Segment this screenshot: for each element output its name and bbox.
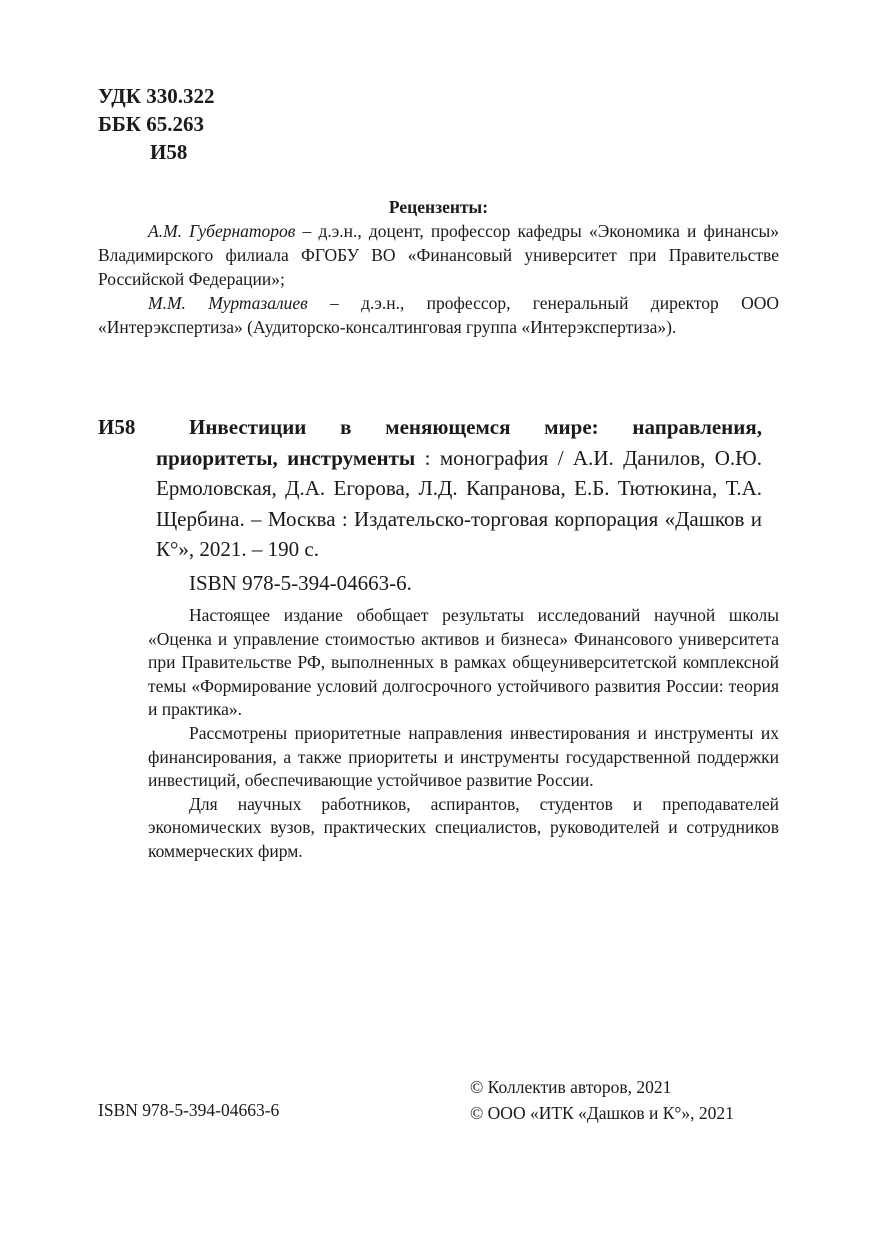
- copyright-block: [470, 1074, 734, 1126]
- reviewer-1: [98, 219, 779, 291]
- annotation-paragraph: Для научных работников, аспирантов, студентов и преподавателей экономических вузов, практических специалистов, руководителей и сотрудников коммерческих фирм.: [148, 793, 779, 861]
- udk-code: УДК 330.322: [98, 84, 215, 108]
- entry-isbn: ISBN 978-5-394-04663-6.: [189, 571, 412, 595]
- footer-isbn: ISBN 978-5-394-04663-6: [98, 1100, 280, 1120]
- reviewer-description: – д.э.н., доцент, профессор кафедры «Экономика и финансы» Владимирского филиала ФГОБУ ВО «Финансовый университет при Правительстве Российской Федерации»;: [98, 221, 779, 289]
- annotation: [148, 604, 779, 864]
- reviewer-description: – д.э.н., профессор, генеральный директор ООО «Интерэкспертиза» (Аудиторско-консалтинговая группа «Интерэкспертиза»).: [98, 293, 779, 337]
- annotation-paragraph: Рассмотрены приоритетные направления инвестирования и инструменты их финансирования, а также приоритеты и инструменты государственной поддержки инвестиций, обеспечивающие устойчивое развитие России.: [148, 722, 779, 791]
- reviewers-title: Рецензенты:: [388, 197, 489, 217]
- book-title: Инвестиции в меняющемся мире: направления, приоритеты, инструменты: [156, 415, 762, 470]
- bbk-code: ББК 65.263: [98, 112, 204, 136]
- copyright-authors: © Коллектив авторов, 2021: [470, 1077, 672, 1097]
- bibliographic-entry: [98, 412, 762, 565]
- author-mark: И58: [150, 140, 188, 164]
- annotation-paragraph: Настоящее издание обобщает результаты исследований научной школы «Оценка и управление стоимостью активов и бизнеса» Финансового университета при Правительстве РФ, выполненных в рамках общеуниверситетской комплексной темы «Формирование условий долгосрочного устойчивого развития России: теория и практика».: [148, 605, 779, 720]
- entry-code: И58: [98, 415, 136, 439]
- reviewer-name: А.М. Губернаторов: [148, 221, 296, 241]
- entry-body: [156, 412, 762, 565]
- reviewer-name: М.М. Муртазалиев: [148, 293, 308, 313]
- classification-codes: [98, 82, 214, 166]
- reviewers-section: [98, 195, 779, 339]
- reviewer-2: [98, 291, 779, 339]
- copyright-publisher: © ООО «ИТК «Дашков и К°», 2021: [470, 1103, 734, 1123]
- book-details: : монография / А.И. Данилов, О.Ю. Ермоловская, Д.А. Егорова, Л.Д. Капранова, Е.Б. Тютюкина, Т.А. Щербина. – Москва : Издательско-торговая корпорация «Дашков и К°», 2021. – 190 с.: [156, 445, 762, 561]
